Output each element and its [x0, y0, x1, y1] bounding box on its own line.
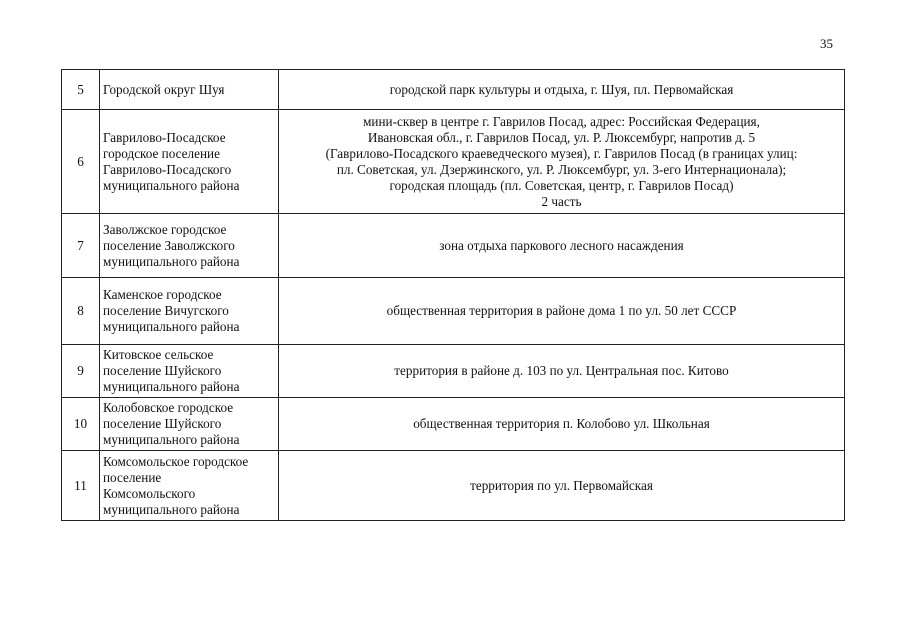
- municipality-cell: [100, 451, 279, 521]
- table-row: [62, 278, 845, 345]
- municipality-line: Комсомольского: [103, 485, 196, 501]
- table-row: [62, 451, 845, 521]
- territory-cell: [279, 278, 845, 345]
- municipality-cell: [100, 278, 279, 345]
- territory-line: общественная территория п. Колобово ул. Школьная: [413, 416, 710, 431]
- municipality-cell: [100, 70, 279, 110]
- territory-cell: [279, 214, 845, 278]
- municipality-line: Гаврилово-Посадское: [103, 129, 226, 145]
- table-row: [62, 345, 845, 398]
- territory-line: мини-сквер в центре г. Гаврилов Посад, адрес: Российская Федерация,: [363, 113, 760, 129]
- table-row: [62, 214, 845, 278]
- municipality-line: муниципального района: [103, 379, 240, 394]
- row-number: 5: [62, 70, 100, 110]
- row-number: 7: [62, 214, 100, 278]
- territory-line: территория по ул. Первомайская: [470, 477, 653, 493]
- municipality-line: поселение Шуйского: [103, 363, 222, 378]
- municipality-line: поселение Заволжского: [103, 237, 235, 253]
- municipality-line: муниципального района: [103, 253, 240, 269]
- table-row: [62, 110, 845, 214]
- municipality-line: Китовское сельское: [103, 347, 214, 362]
- territory-line: территория в районе д. 103 по ул. Центральная пос. Китово: [394, 363, 729, 378]
- municipality-line: Каменское городское: [103, 287, 222, 302]
- territory-line: городская площадь (пл. Советская, центр, г. Гаврилов Посад): [389, 177, 734, 193]
- territory-line: 2 часть: [541, 193, 582, 209]
- municipality-line: муниципального района: [103, 501, 240, 517]
- row-number: 9: [62, 345, 100, 398]
- row-number: 11: [62, 451, 100, 521]
- territory-cell: [279, 398, 845, 451]
- territories-table: [61, 69, 845, 521]
- municipality-cell: [100, 345, 279, 398]
- municipality-line: муниципального района: [103, 432, 240, 447]
- row-number: 6: [62, 110, 100, 214]
- municipality-line: муниципального района: [103, 319, 240, 334]
- municipality-line: муниципального района: [103, 177, 240, 193]
- municipality-line: поселение Вичугского: [103, 303, 229, 318]
- row-number: 8: [62, 278, 100, 345]
- municipality-line: городское поселение: [103, 145, 220, 161]
- municipality-line: Городской округ Шуя: [103, 81, 225, 97]
- municipality-line: Колобовское городское: [103, 400, 234, 415]
- territory-cell: [279, 345, 845, 398]
- table-row: [62, 398, 845, 451]
- municipality-line: поселение Шуйского: [103, 416, 222, 431]
- territory-cell: [279, 110, 845, 214]
- territory-line: пл. Советская, ул. Дзержинского, ул. Р. Люксембург, ул. 3-его Интернационала);: [336, 161, 787, 177]
- municipality-line: Гаврилово-Посадского: [103, 161, 232, 177]
- table-row: [62, 70, 845, 110]
- row-number: 10: [62, 398, 100, 451]
- territory-cell: [279, 451, 845, 521]
- municipality-cell: [100, 110, 279, 214]
- territory-line: общественная территория в районе дома 1 по ул. 50 лет СССР: [386, 303, 737, 318]
- territory-line: зона отдыха паркового лесного насаждения: [439, 237, 684, 253]
- municipality-line: Комсомольское городское: [103, 453, 249, 469]
- page-number: 35: [820, 36, 833, 51]
- municipality-cell: [100, 398, 279, 451]
- territory-cell: [279, 70, 845, 110]
- territory-line: (Гаврилово-Посадского краеведческого музея), г. Гаврилов Посад (в границах улиц:: [325, 145, 798, 161]
- municipality-line: Заволжское городское: [103, 221, 227, 237]
- municipality-line: поселение: [103, 469, 162, 485]
- territory-line: городской парк культуры и отдыха, г. Шуя, пл. Первомайская: [389, 81, 734, 97]
- municipality-cell: [100, 214, 279, 278]
- territory-line: Ивановская обл., г. Гаврилов Посад, ул. Р. Люксембург, напротив д. 5: [367, 129, 756, 145]
